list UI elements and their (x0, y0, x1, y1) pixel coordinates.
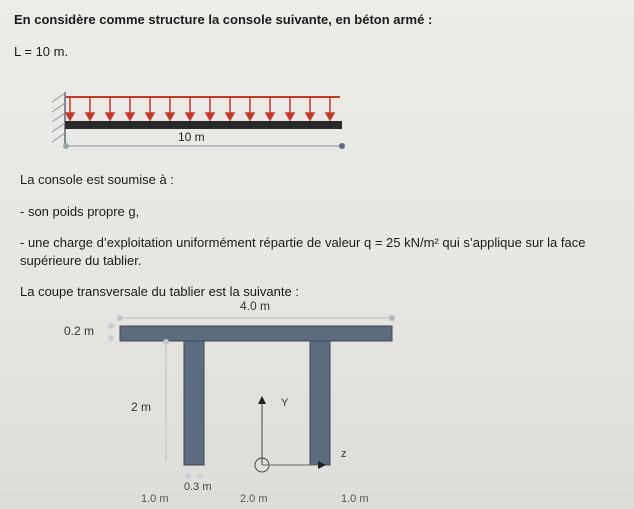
web-width-label: 0.3 m (184, 481, 212, 493)
left-web (184, 341, 204, 465)
web-height-label: 2 m (131, 400, 152, 414)
right-web (310, 341, 330, 465)
width-label: 4.0 m (240, 299, 271, 313)
bottom-dimensions (141, 474, 369, 506)
console-beam (65, 121, 342, 129)
slab-thickness-label: 0.2 m (64, 324, 95, 338)
top-flange (120, 326, 392, 341)
section-intro: La coupe transversale du tablier est la suivante : (20, 284, 299, 299)
span-label: 10 m (178, 130, 205, 144)
bottom-middle-label: 2.0 m (240, 493, 268, 505)
bottom-right-label: 1.0 m (341, 493, 369, 505)
load-item-self-weight: - son poids propre g, (20, 204, 140, 219)
z-axis-label: z (341, 448, 347, 460)
span-dimension (63, 130, 345, 149)
width-dimension (117, 299, 395, 321)
bottom-left-label: 1.0 m (141, 493, 169, 505)
y-axis-label: Y (281, 397, 289, 409)
load-item-live-load: - une charge d’exploitation uniformément répartie de valeur q = 25 kN/m² qui s’applique sur la face supérieure du tablier. (20, 235, 586, 268)
intro-line: En considère comme structure la console suivante, en béton armé : (14, 12, 433, 27)
subject-line: La console est soumise à : (20, 172, 174, 187)
cross-section-figure (0, 290, 634, 509)
web-height-dimension (131, 339, 169, 462)
slab-thickness-dimension (64, 323, 114, 341)
fixed-support (52, 92, 65, 146)
section-axes (255, 396, 347, 472)
console-figure (0, 0, 634, 180)
distributed-load (66, 97, 340, 120)
length-line: L = 10 m. (14, 44, 69, 59)
